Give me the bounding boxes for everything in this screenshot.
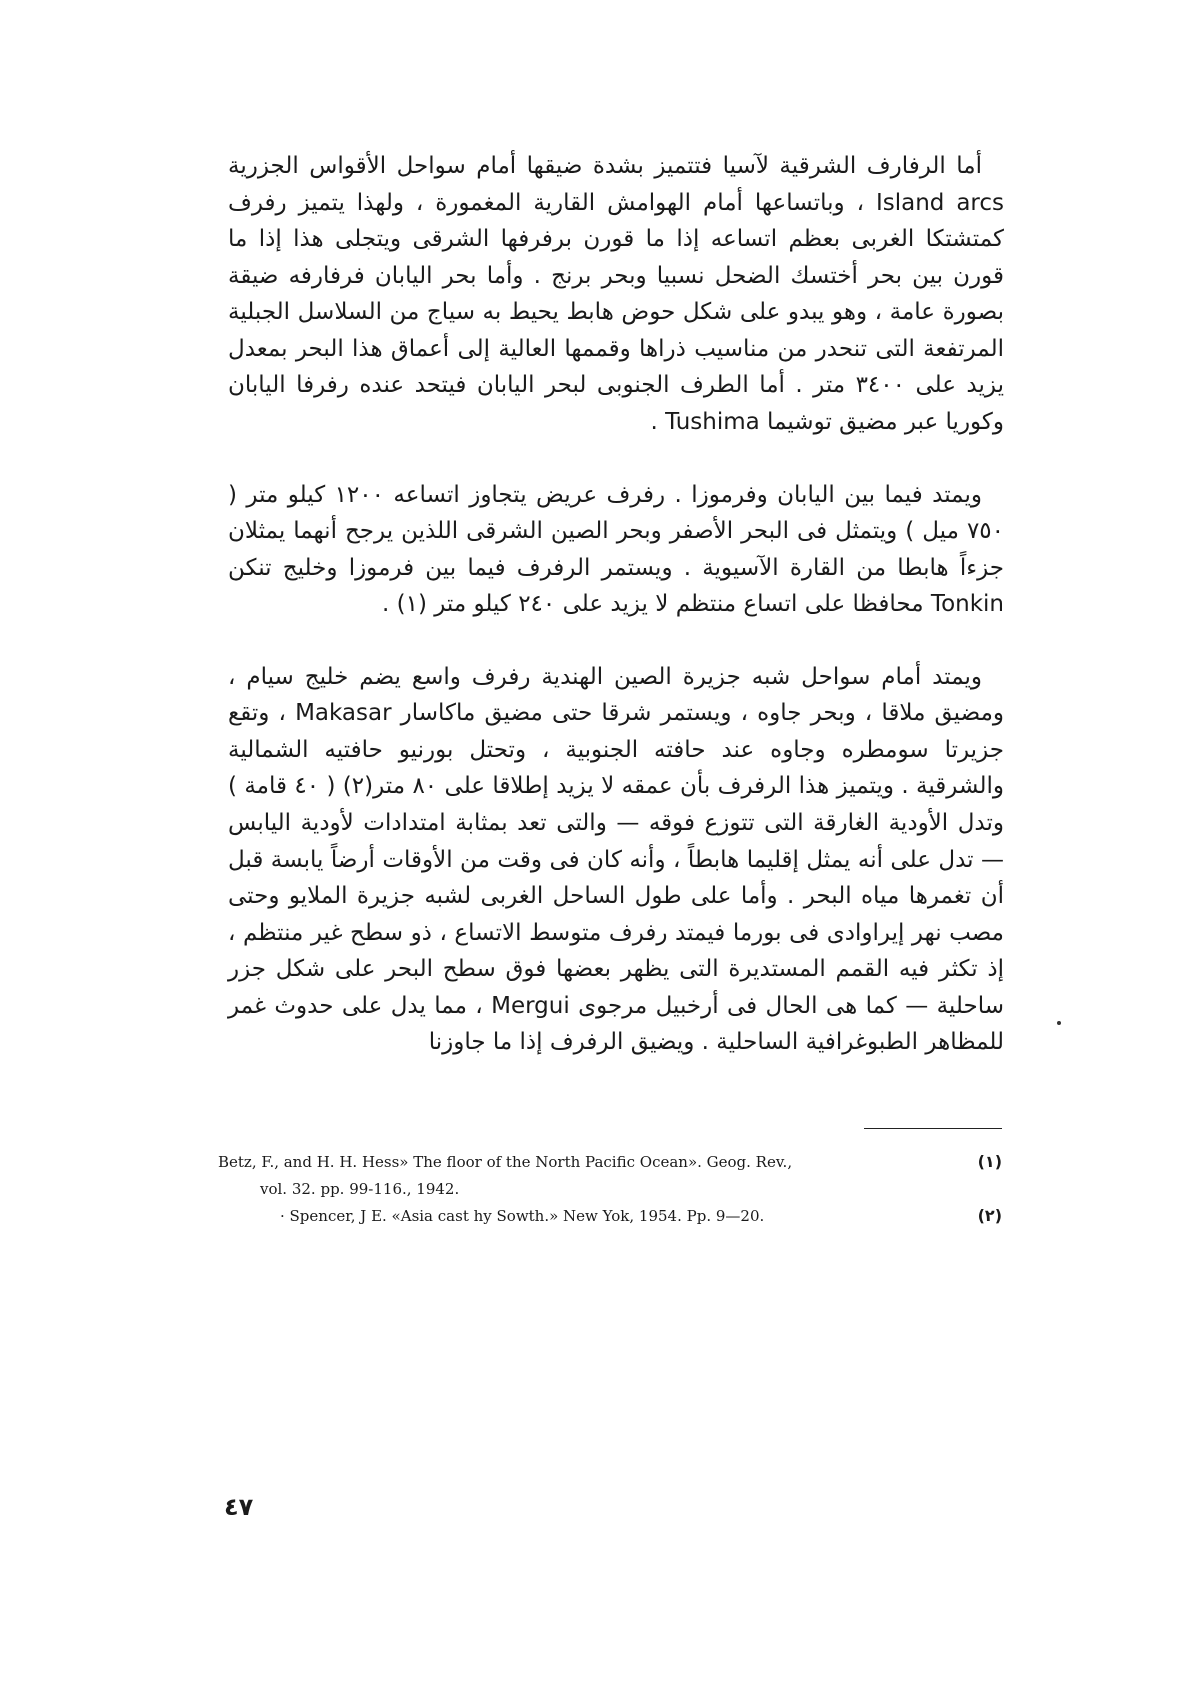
footnote-1-number: (١) xyxy=(977,1152,1002,1171)
footnote-divider xyxy=(864,1128,1002,1129)
footnote-2-line-1: · Spencer, J E. «Asia cast hy Sowth.» New Yok, 1954. Pp. 9—20. xyxy=(280,1207,765,1226)
page-number: ٤٧ xyxy=(224,1493,254,1521)
footnote-2 xyxy=(218,1202,1002,1230)
paragraph-2: ويمتد فيما بين اليابان وفرموزا . رفرف عريض يتجاوز اتساعه ١٢٠٠ كيلو متر ( ٧٥٠ ميل ) ويتمثل فى البحر الأصفر وبحر الصين الشرقى اللذين يرجح أنهما يمثلان جزءاً هابطا من القارة الآسيوية . ويستمر الرفرف فيما بين فرموزا وخليج تنكن Tonkin محافظا على اتساع منتظم لا يزيد على ٢٤٠ كيلو متر (١) . xyxy=(228,481,1004,618)
footnotes xyxy=(218,1148,1002,1230)
footnote-1 xyxy=(218,1148,1002,1176)
footnote-1-line-1: Betz, F., and H. H. Hess» The floor of the North Pacific Ocean». Geog. Rev., xyxy=(218,1153,793,1171)
footnote-1-line-2: vol. 32. pp. 99-116., 1942. xyxy=(260,1180,460,1198)
paragraph-1: أما الرفارف الشرقية لآسيا فتتميز بشدة ضيقها أمام سواحل الأقواس الجزرية Island arcs ، وباتساعها أمام الهوامش القارية المغمورة ، ولهذا يتميز رفرف كمتشتكا الغربى بعظم اتساعه إذا ما قورن برفرفها الشرقى ويتجلى هذا إذا ما قورن بين بحر أختسك الضحل نسبيا وبحر برنج . وأما بحر اليابان فرفارفه ضيقة بصورة عامة ، وهو يبدو على شكل حوض هابط يحيط به سياج من السلاسل الجبلية المرتفعة التى تنحدر من مناسيب ذراها وقممها العالية إلى أعماق هذا البحر بمعدل يزيد على ٣٤٠٠ متر . أما الطرف الجنوبى لبحر اليابان فيتحد عنده رفرفا اليابان وكوريا عبر مضيق توشيما Tushima . xyxy=(228,153,1004,435)
footnote-2-number: (٢) xyxy=(977,1206,1002,1226)
margin-mark xyxy=(1057,1021,1061,1025)
body-text xyxy=(228,148,1004,1061)
paragraph-3: ويمتد أمام سواحل شبه جزيرة الصين الهندية رفرف واسع يضم خليج سيام ، ومضيق ملاقا ، وبحر جاوه ، ويستمر شرقا حتى مضيق ماكاسار Makasar ، وتقع جزيرتا سومطره وجاوه عند حافته الجنوبية ، وتحتل بورنيو حافتيه الشمالية والشرقية . ويتميز هذا الرفرف بأن عمقه لا يزيد إطلاقا على ٨٠ متر(٢) ( ٤٠ قامة ) وتدل الأودية الغارقة التى تتوزع فوقه — والتى تعد بمثابة امتدادات لأودية اليابس — تدل على أنه يمثل إقليما هابطاً ، وأنه كان فى وقت من الأوقات أرضاً يابسة قبل أن تغمرها مياه البحر . وأما على طول الساحل الغربى لشبه جزيرة الملايو وحتى مصب نهر إيراوادى فى بورما فيمتد رفرف متوسط الاتساع ، ذو سطح غير منتظم ، إذ تكثر فيه القمم المستديرة التى يظهر بعضها فوق سطح البحر على شكل جزر ساحلية — كما هى الحال فى أرخبيل مرجوى Mergui ، مما يدل على حدوث غمر للمظاهر الطبوغرافية الساحلية . ويضيق الرفرف إذا ما جاوزنا xyxy=(228,663,1004,1056)
